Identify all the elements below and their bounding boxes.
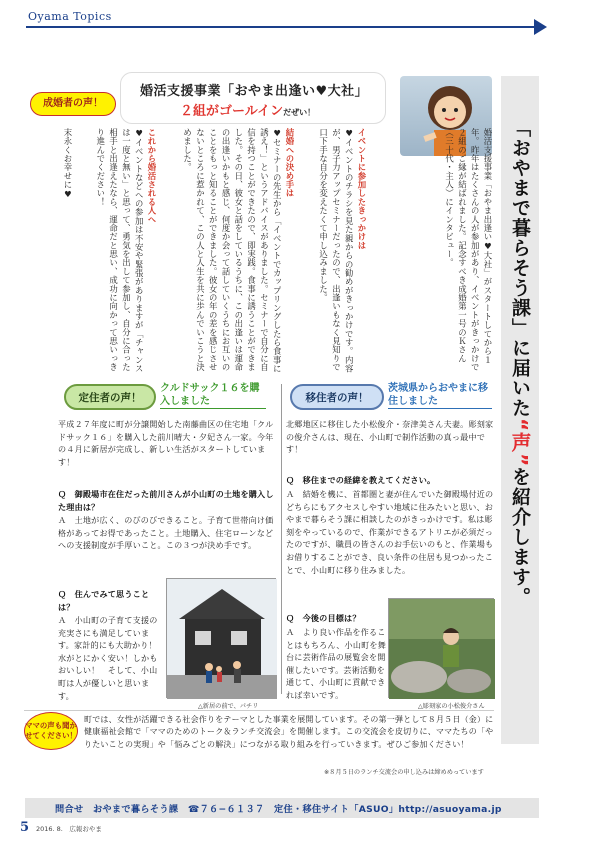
marriage-subtitle-main: ２組がゴールイン [180,104,284,119]
header-rule [26,26,536,28]
banner-line-2a: に届いた [509,338,531,418]
banner-voice: “声” [508,418,532,468]
header-arrow-icon [534,19,547,35]
migrant-q1: Ｑ 移住までの経緯を教えてください。 [286,475,436,485]
settler-a2: Ａ 小山町の子育て支援の充実さにも満足しています。家計的にも大助かり！ 水がとにかく安い！しかもおいしい！ そして、小山町は人が優しいと思います。 [58,615,166,701]
marriage-body-3: ♥イベントなどへの参加は不安や緊張がありますが「チャンスは一度と無い」と思って、勇気を出して参加し、自分に合った相手と出逢えたなら、運命だと思い、成功に向かって思いっきり進んでください！ [95,128,145,373]
mama-bubble: ママの声も聞かせてください！ [24,712,78,750]
contact-bar: 問合せ おやまで暮らそう課 ☎７６−６１３７ 定住・移住サイト「ASUO」http://asuoyama.jp [25,798,539,818]
marriage-block-2 [160,128,296,378]
marriage-intro: 婚活支援事業「おやま出逢い♥大社」がスタートしてから１年。昨年はたくさんの人が参加があり、イベントがきっかけで２組のご縁が結ばれました。記念すべき成婚第一号のＫさん（三十代・主人）にインタビュー。 [444,128,493,372]
mama-note: ※８月５日のランチ交流会の申し込みは締めめっています [324,769,484,776]
mama-text: 町では、女性が活躍できる社会作りをテーマとした事業を展開しています。その第一弾として８月５日（金）に健康福祉会館で「ママのためのトーク＆ランチ交流会」を開催します。この交流会を皮切りに、ママたちの「やりたいことの実現」や「悩みごとの解決」につながる取り組みを行っていきます。ぜひご参加ください！ [84,715,494,749]
settler-label: 定住者の声！ [64,384,156,410]
settler-q1: Ｑ 御殿場市在住だった前川さんが小山町の土地を購入した理由は？ [58,489,274,512]
marriage-head-2: 結婚への決め手は [285,128,295,198]
migrant-a1: Ａ 結婚を機に、首都圏と妻が住んでいた御殿場付近のどちらにもアクセスしやすい地域に住みたいと思い、おやまで暮らそう課に相談したのがきっかけです。私は彫刻をやっているので、作業ができるアトリエが必須だったのですが、職員の皆さんのお手伝いのもと、作業場もお借りすることができ、良い条件の住居も見つかったことで、小山町に移り住みました。 [286,489,494,575]
banner-line-1: 「おやまで暮らそう課」 [509,118,531,338]
marriage-head-3: これから婚活される人へ [147,128,157,224]
marriage-subtitle-tail: だぜい！ [283,108,316,117]
marriage-closing: 末永くお幸せに♥ [63,128,73,200]
settler-callout: クルドサック１６を購入しました [160,382,266,409]
marriage-block-1 [300,128,368,378]
settler-intro: 平成２７年度に町が分譲開始した南藤曲区の住宅地「クルドサック１６」を購入した前川晴大・夕妃さん一家。今年の４月に新居が完成し、新しい生活がスタートしています！ [58,419,274,467]
marriage-subtitle [180,100,315,119]
migrant-intro: 北郷地区に移住した小松俊介・奈津美さん夫妻。彫刻家の俊介さんは、現在、小山町で制作活動の真っ最中です！ [286,419,494,455]
migrant-q2: Ｑ 今後の目標は？ [286,613,361,623]
migrant-callout: 茨城県からおやまに移住しました [388,382,492,409]
marriage-body-1: ♥イベントのチラシを見た親からの勧めがきっかけです。内容が、男子力アップセミナーだったので、出逢いもなく見知りで口下手な自分を変えたくて申し込みました。 [318,128,355,373]
banner-line-2c: を紹介します。 [509,467,531,608]
settler-caption: △新居の前で、パチリ [198,703,259,710]
page-number: 5 [20,820,30,835]
migrant-sculptor-photo [388,598,494,698]
marriage-head-1: イベントに参加したきっかけは [357,128,367,250]
settler-house-photo [166,578,276,698]
vertical-banner [503,118,537,607]
house-icon [167,579,277,699]
marriage-label: 成婚者の声！ [30,92,116,116]
migrant-caption: △彫刻家の小松俊介さん [418,703,485,710]
column-divider [281,384,282,694]
marriage-block-3 [78,128,158,378]
marriage-body-2: ♥セミナーの先生から「イベントでカップリングしたら食事に誘え！」というアドバイスがありました。セミナーで自分に自信を持つことができたので、即実践。食事に誘うことができました。その日、彼女と話をしているうちに、この出逢いは運命の出逢いかもと感じ、何度か会って話していくうちにお互いのことをもっと知ることができました。彼女の年の差を感じさせないところに惹かれて、この人と人生を共に歩んでいこうと決めました。 [182,128,283,373]
issue-info: 2016. 8. 広報おやま [36,825,102,833]
sculptor-icon [389,599,495,699]
settler-a1: Ａ 土地が広く、のびのびできること。子育て世帯向け価格があってお得であったこと。土地購入、住宅ローンなどへの支援制度が手厚いこと。この３つが決め手です。 [58,515,274,551]
mama-rule [24,710,494,711]
migrant-label: 移住者の声！ [290,384,384,410]
settler-q2: Ｑ 住んでみて思うことは？ [58,589,150,612]
section-header-title: Oyama Topics [28,10,112,23]
migrant-a2: Ａ より良い作品を作ることはもちろん、小山町を舞台に芸術作品の展覧会を開催したいです。芸術活動を通じて、小山町に貢献できれば幸いです。 [286,627,387,700]
marriage-title: 婚活支援事業「おやま出逢い♥大社」 [140,84,369,99]
